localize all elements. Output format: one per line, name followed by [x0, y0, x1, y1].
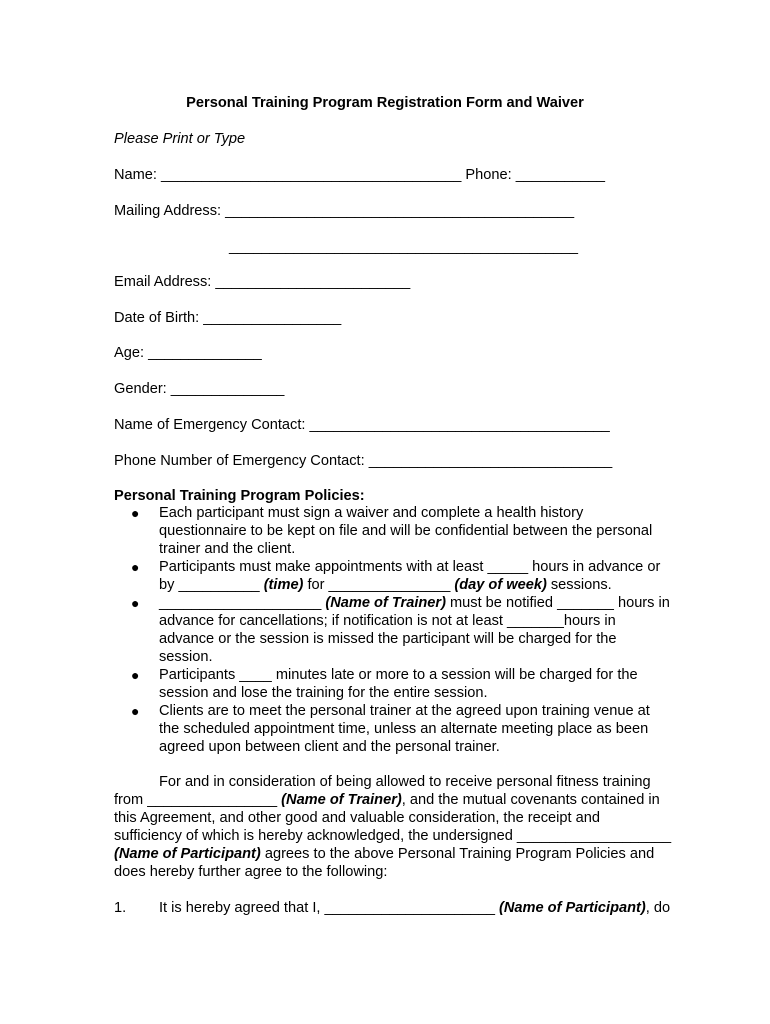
participant-note: (Name of Participant)	[114, 846, 261, 862]
participant-note: (Name of Participant)	[499, 900, 646, 916]
bullet-icon: ●	[131, 667, 140, 683]
consideration-line-5	[114, 845, 654, 863]
policy-5-line-1: Clients are to meet the personal trainer at the agreed upon training venue at	[159, 703, 650, 719]
consideration-line-3: this Agreement, and other good and valuable consideration, the receipt and	[114, 810, 600, 826]
phone-label: Phone:	[461, 167, 516, 183]
policy-3-line-3: advance or the session is missed the participant will be charged for the	[159, 631, 617, 647]
print-instruction: Please Print or Type	[114, 131, 246, 147]
mailing-line	[114, 202, 574, 220]
policy-5-line-2: the scheduled appointment time, unless an alternate meeting place as been	[159, 721, 649, 737]
emergency-phone-line	[114, 452, 612, 470]
consideration-line-6: does hereby further agree to the following:	[114, 864, 388, 880]
age-label: Age:	[114, 345, 149, 361]
day-of-week-note: (day of week)	[454, 577, 547, 593]
policy-2-text: sessions.	[546, 577, 612, 593]
item-1-text-part: It is hereby agreed that I, _____________________	[159, 900, 499, 916]
bullet-icon: ●	[131, 595, 140, 611]
policy-2-line-1: Participants must make appointments with at least _____ hours in advance or	[159, 559, 661, 575]
bullet-icon: ●	[131, 559, 140, 575]
policy-1-line-2: questionnaire to be kept on file and will be confidential between the personal	[159, 523, 653, 539]
item-1-text-part: , do	[645, 900, 671, 916]
gender-field[interactable]: ______________	[170, 381, 285, 397]
policy-4-line-1: Participants ____ minutes late or more to a session will be charged for the	[159, 667, 638, 683]
policy-5-line-3: agreed upon between client and the personal trainer.	[159, 739, 500, 755]
email-line	[114, 273, 410, 291]
gender-line	[114, 380, 284, 398]
name-field[interactable]: _____________________________________	[161, 167, 462, 183]
consideration-text: agrees to the above Personal Training Program Policies and	[260, 846, 655, 862]
dob-line	[114, 309, 341, 327]
policy-2-text: for _______________	[303, 577, 455, 593]
time-note: (time)	[263, 577, 304, 593]
mailing-field[interactable]: ___________________________________________	[225, 203, 575, 219]
trainer-note: (Name of Trainer)	[281, 792, 402, 808]
policy-1-line-1: Each participant must sign a waiver and complete a health history	[159, 505, 584, 521]
dob-label: Date of Birth:	[114, 310, 204, 326]
policy-1-line-3: trainer and the client.	[159, 541, 296, 557]
age-line	[114, 344, 262, 362]
policy-3-line-4: session.	[159, 649, 213, 665]
emergency-name-field[interactable]: _____________________________________	[309, 417, 610, 433]
emergency-phone-field[interactable]: ______________________________	[368, 453, 613, 469]
phone-field[interactable]: ___________	[515, 167, 606, 183]
policy-3-line-2: advance for cancellations; if notification is not at least _______hours in	[159, 613, 616, 629]
bullet-icon: ●	[131, 505, 140, 521]
consideration-line-4: sufficiency of which is hereby acknowledged, the undersigned ___________________	[114, 828, 672, 844]
dob-field[interactable]: _________________	[203, 310, 342, 326]
emergency-name-line	[114, 416, 610, 434]
email-field[interactable]: ________________________	[215, 274, 411, 290]
policy-3-text: must be notified _______ hours in	[445, 595, 670, 611]
consideration-line-2	[114, 791, 660, 809]
consideration-line-1: For and in consideration of being allowed to receive personal fitness training	[159, 774, 651, 790]
email-label: Email Address:	[114, 274, 216, 290]
item-1-number: 1.	[114, 900, 127, 916]
emergency-phone-label: Phone Number of Emergency Contact:	[114, 453, 369, 469]
policy-3-line-1	[159, 594, 670, 612]
item-1-text	[159, 899, 670, 917]
policy-2-line-2	[159, 576, 612, 594]
trainer-note: (Name of Trainer)	[325, 595, 446, 611]
mailing-field-2[interactable]: ___________________________________________	[229, 239, 579, 255]
trainer-blank: ____________________	[159, 595, 326, 611]
emergency-name-label: Name of Emergency Contact:	[114, 417, 310, 433]
gender-label: Gender:	[114, 381, 171, 397]
name-line	[114, 166, 605, 184]
name-label: Name:	[114, 167, 162, 183]
mailing-label: Mailing Address:	[114, 203, 226, 219]
consideration-text: from ________________	[114, 792, 282, 808]
consideration-text: , and the mutual covenants contained in	[401, 792, 660, 808]
policy-4-line-2: session and lose the training for the entire session.	[159, 685, 488, 701]
age-field[interactable]: ______________	[148, 345, 262, 361]
bullet-icon: ●	[131, 703, 140, 719]
form-title: Personal Training Program Registration Form and Waiver	[186, 95, 584, 111]
policy-2-text: by __________	[159, 577, 264, 593]
policies-heading: Personal Training Program Policies:	[114, 488, 365, 504]
